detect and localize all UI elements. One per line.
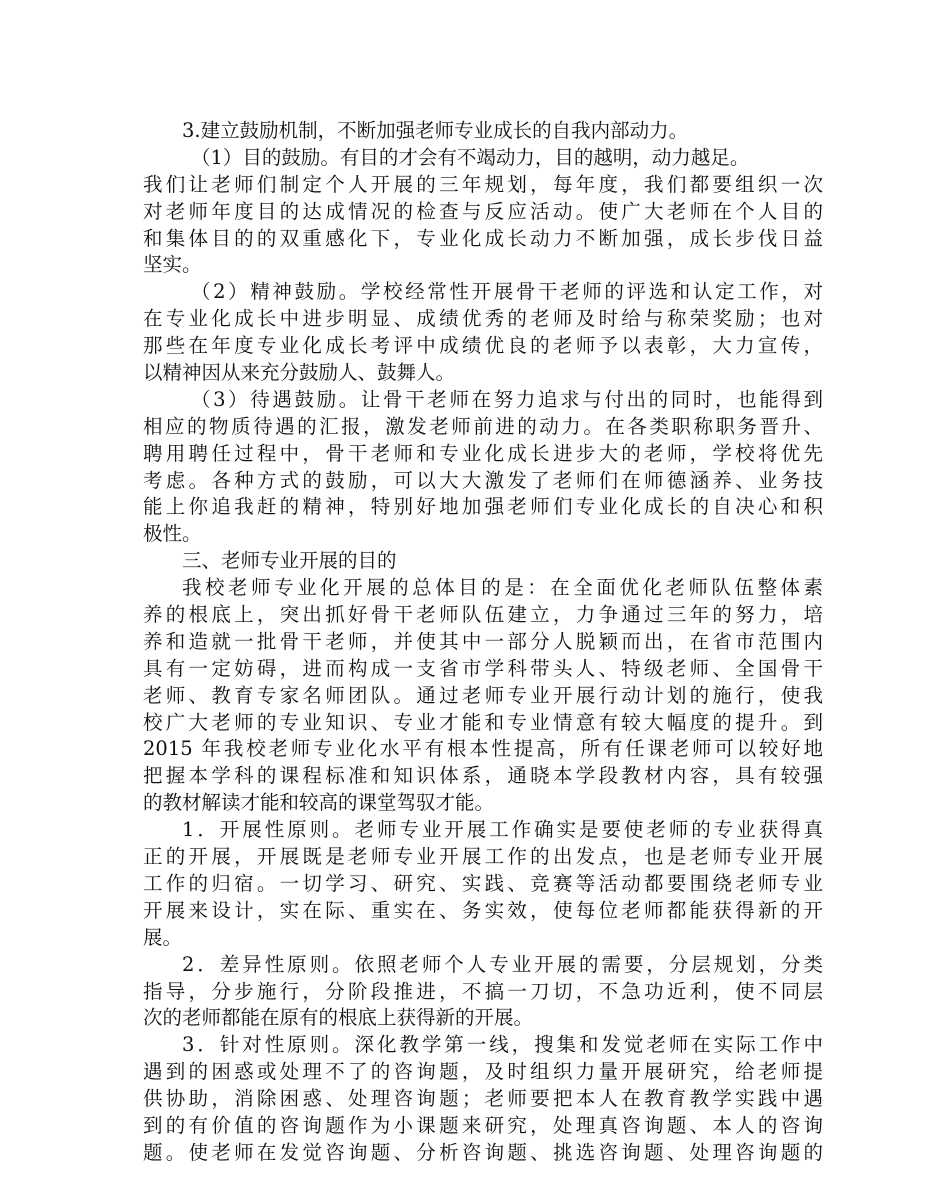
paragraph-line: 3．针对性原则。深化教学第一线，搜集和发觉老师在实际工作中 [182, 1033, 823, 1057]
paragraph-line: 以精神因从来充分鼓励人、鼓舞人。 [143, 361, 456, 385]
paragraph-line: 养和造就一批骨干老师，并使其中一部分人脱颖而出，在省市范围内 [143, 629, 823, 653]
paragraph-line: 展。 [143, 925, 183, 949]
paragraph-line: 校广大老师的专业知识、专业才能和专业情意有较大幅度的提升。到 [143, 710, 823, 734]
paragraph-line: 养的根底上，突出抓好骨干老师队伍建立，力争通过三年的努力，培 [143, 603, 823, 627]
paragraph-line: 具有一定妨碍，进而构成一支省市学科带头人、特级老师、全国骨干 [143, 656, 823, 680]
paragraph-line: 我们让老师们制定个人开展的三年规划，每年度，我们都要组织一次 [143, 172, 823, 196]
document-body [143, 118, 823, 1167]
paragraph-line: 和集体目的的双重感化下，专业化成长动力不断加强，成长步伐日益 [143, 226, 823, 250]
paragraph-line: 老师、教育专家名师团队。通过老师专业开展行动计划的施行，使我 [143, 683, 823, 707]
paragraph-line: （3）待遇鼓励。让骨干老师在努力追求与付出的同时，也能得到 [191, 387, 823, 411]
paragraph-line: 次的老师都能在原有的根底上获得新的开展。 [143, 1006, 534, 1030]
section-heading: 三、老师专业开展的目的 [182, 549, 397, 573]
paragraph-line: （2）精神鼓励。学校经常性开展骨干老师的评选和认定工作，对 [191, 280, 823, 304]
paragraph-line: 考虑。各种方式的鼓励，可以大大激发了老师们在师德涵养、业务技 [143, 468, 823, 492]
paragraph-line: 那些在年度专业化成长考评中成绩优良的老师予以表彰，大力宣传， [143, 334, 823, 358]
paragraph-line: 坚实。 [143, 253, 202, 277]
paragraph-line: 3.建立鼓励机制，不断加强老师专业成长的自我内部动力。 [182, 119, 689, 142]
paragraph-line: 供协助，消除困惑、处理咨询题；老师要把本人在教育教学实践中遇 [143, 1087, 823, 1111]
paragraph-line: 指导，分步施行，分阶段推进，不搞一刀切，不急功近利，使不同层 [143, 979, 823, 1003]
paragraph-line: 的教材解读才能和较高的课堂驾驭才能。 [143, 791, 495, 815]
paragraph-line: 在专业化成长中进步明显、成绩优秀的老师及时给与称荣奖励；也对 [143, 307, 823, 331]
paragraph-line: 开展来设计，实在际、重实在、务实效，使每位老师都能获得新的开 [143, 898, 823, 922]
paragraph-line: 正的开展，开展既是老师专业开展工作的出发点，也是老师专业开展 [143, 845, 823, 869]
paragraph-line: 把握本学科的课程标准和知识体系，通晓本学段教材内容，具有较强 [143, 764, 823, 788]
paragraph-line: 工作的归宿。一切学习、研究、实践、竞赛等活动都要围绕老师专业 [143, 871, 823, 895]
paragraph-line: 2015 年我校老师专业化水平有根本性提高，所有任课老师可以较好地 [143, 737, 823, 761]
paragraph-line: 聘用聘任过程中，骨干老师和专业化成长进步大的老师，学校将优先 [143, 441, 823, 465]
paragraph-line: （1）目的鼓励。有目的才会有不竭动力，目的越明，动力越足。 [191, 145, 750, 169]
paragraph-line: 我校老师专业化开展的总体目的是：在全面优化老师队伍整体素 [182, 576, 823, 600]
paragraph-line: 相应的物质待遇的汇报，激发老师前进的动力。在各类职称职务晋升、 [143, 414, 823, 438]
paragraph-line: 题。使老师在发觉咨询题、分析咨询题、挑选咨询题、处理咨询题的 [143, 1140, 823, 1164]
paragraph-line: 遇到的困惑或处理不了的咨询题，及时组织力量开展研究，给老师提 [143, 1060, 823, 1084]
paragraph-line: 对老师年度目的达成情况的检查与反应活动。使广大老师在个人目的 [143, 199, 823, 223]
paragraph-line: 极性。 [143, 522, 202, 546]
paragraph-line: 能上你追我赶的精神，特别好地加强老师们专业化成长的自决心和积 [143, 495, 823, 519]
paragraph-line: 到的有价值的咨询题作为小课题来研究，处理真咨询题、本人的咨询 [143, 1113, 823, 1137]
paragraph-line: 2．差异性原则。依照老师个人专业开展的需要，分层规划，分类 [182, 952, 823, 976]
paragraph-line: 1．开展性原则。老师专业开展工作确实是要使老师的专业获得真 [182, 818, 823, 842]
